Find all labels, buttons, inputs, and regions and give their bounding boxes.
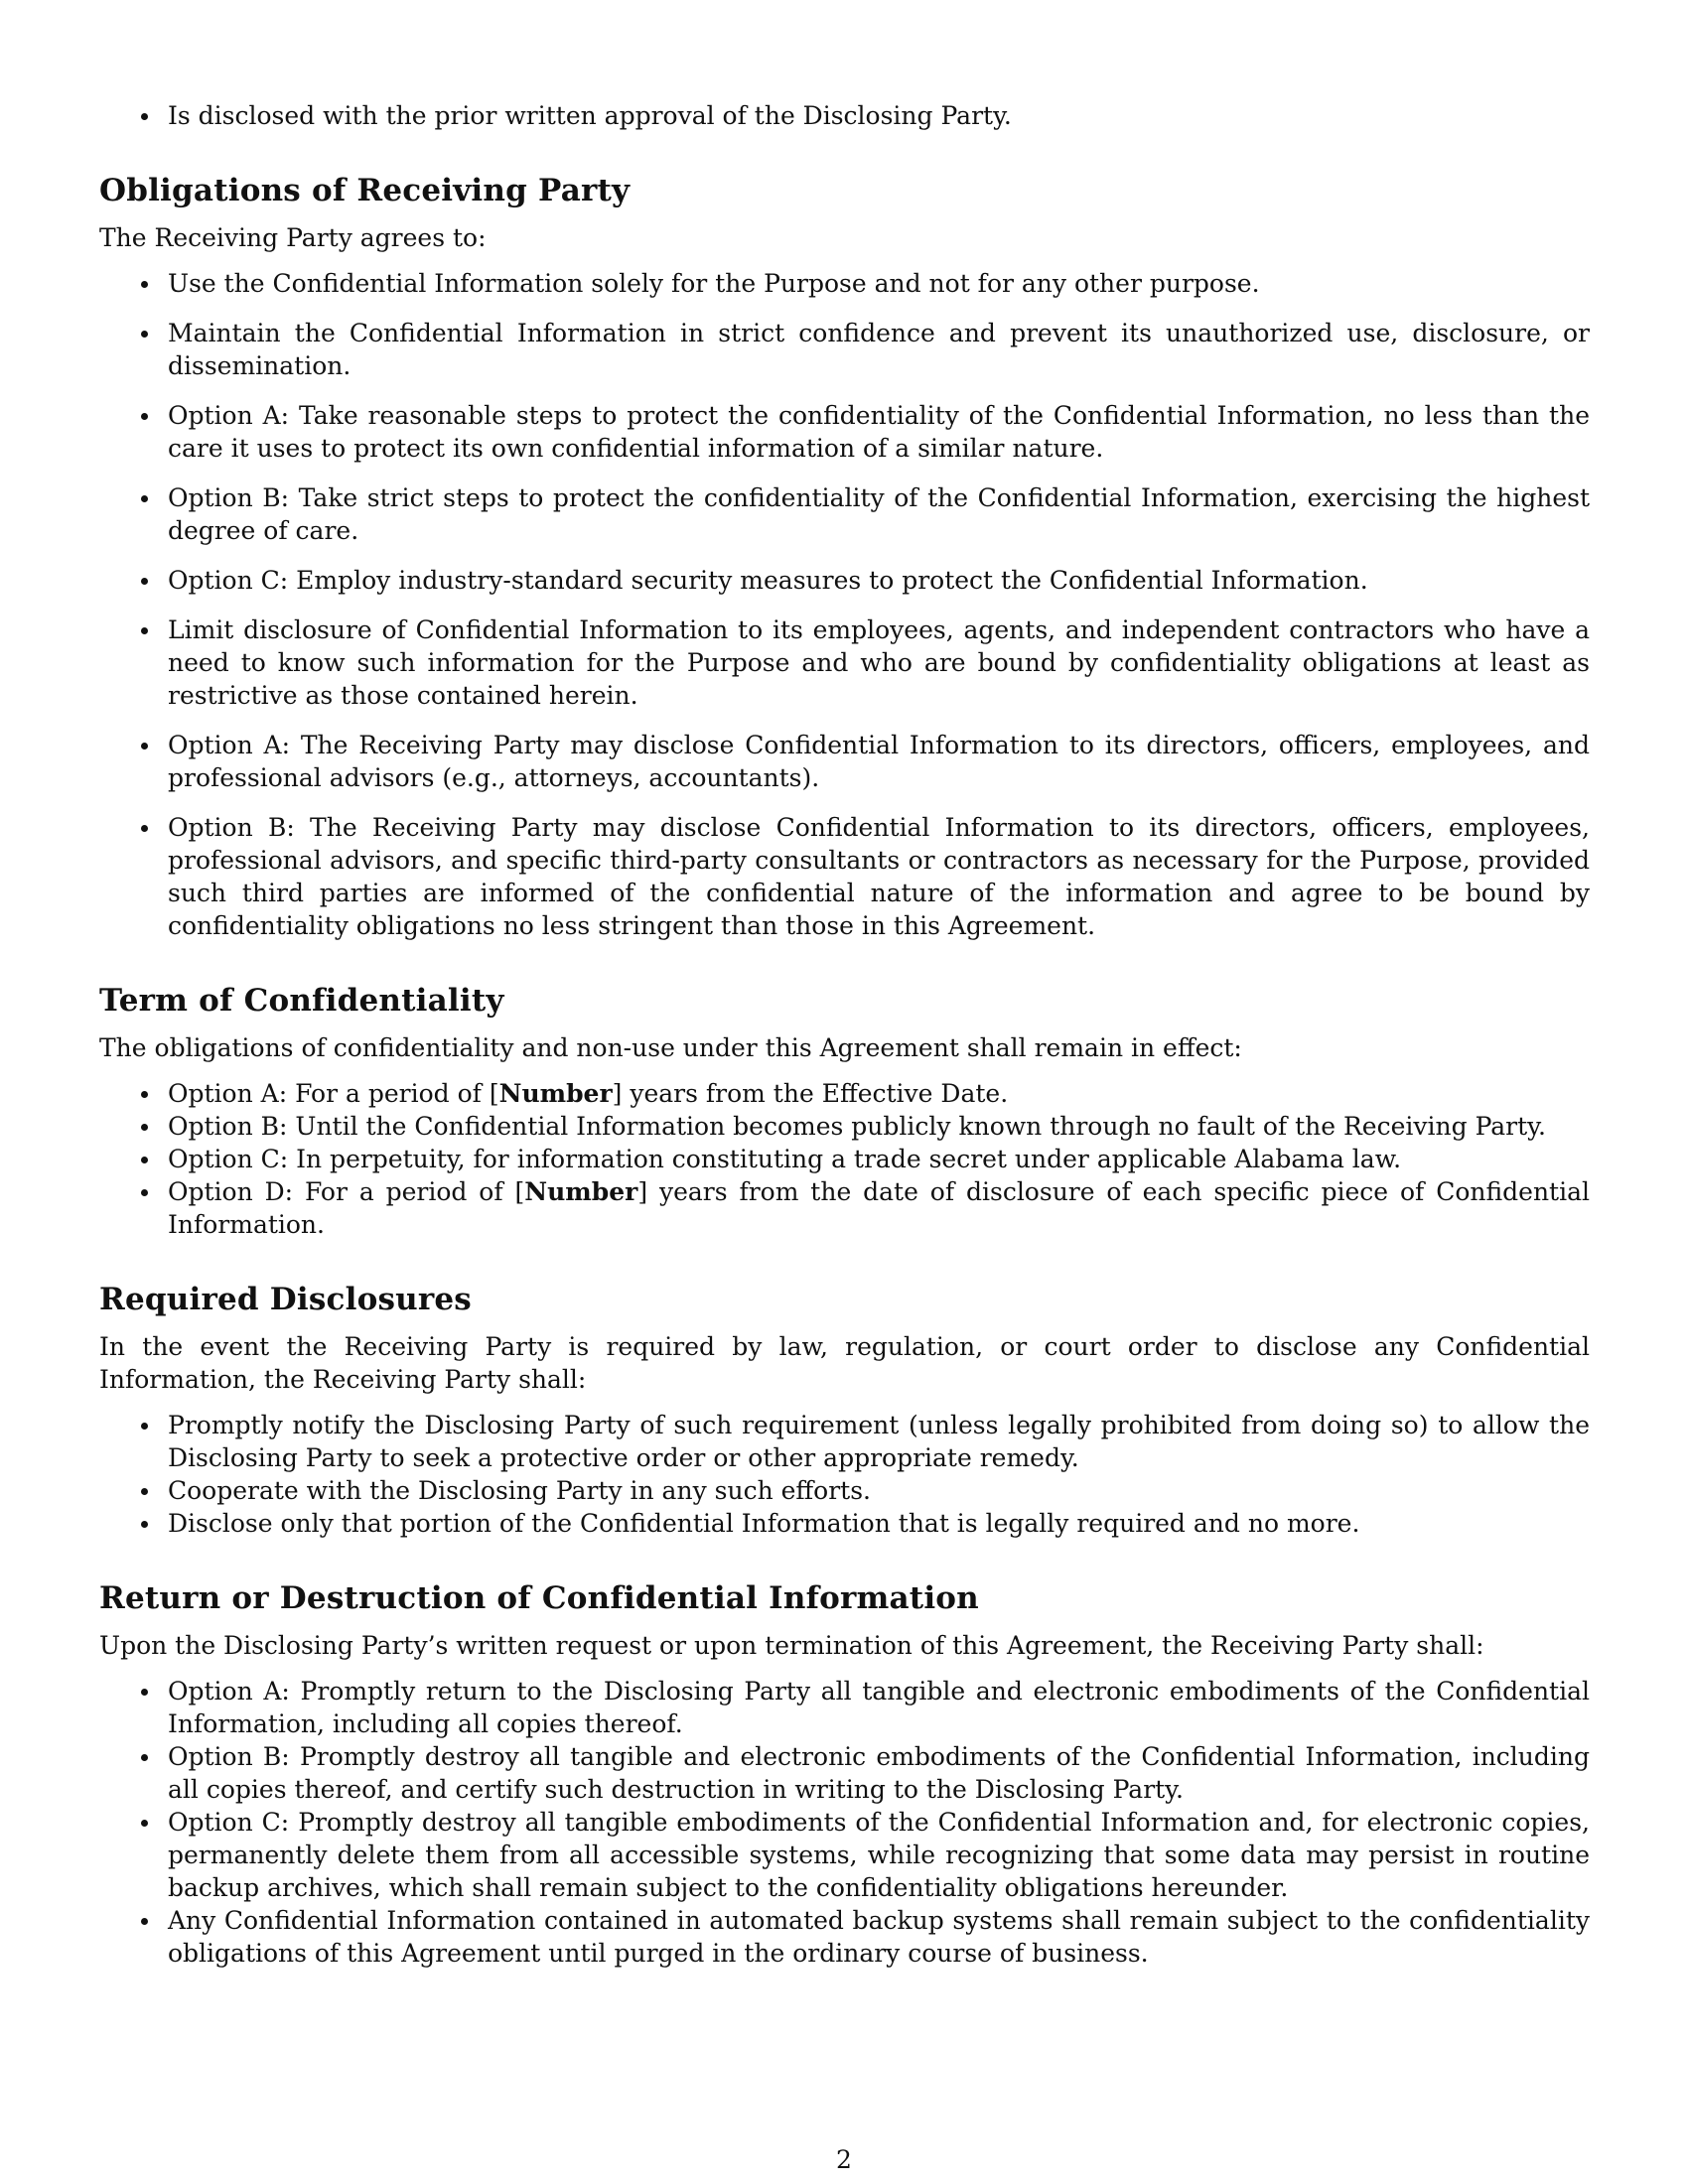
- intro-bullet-list: [99, 99, 1590, 132]
- item-text: Option A: For a period of [: [168, 1079, 499, 1108]
- list-item: Option B: The Receiving Party may disclose Confidential Information to its directors, officers, employees, professional advisors, and specific third-party consultants or contractors as necessary for the Purpose, provided such third parties are informed of the confidential nature of the information and agree to be bound by confidentiality obligations no less stringent than those in this Agreement.: [99, 811, 1590, 942]
- list-item: Option C: Employ industry-standard security measures to protect the Confidential Information.: [99, 564, 1590, 597]
- item-text: Option D: For a period of [: [168, 1177, 525, 1206]
- item-text: ] years from the date of disclosure of each specific piece of Confidential Information.: [168, 1177, 1590, 1239]
- required-bullet-list: [99, 1409, 1590, 1540]
- list-item: Cooperate with the Disclosing Party in any such efforts.: [99, 1474, 1590, 1507]
- obligations-bullet-list: [99, 267, 1590, 942]
- term-bullet-list: [99, 1077, 1590, 1241]
- page-number: 2: [836, 2145, 852, 2174]
- list-item: Option B: Take strict steps to protect the confidentiality of the Confidential Information, exercising the highest degree of care.: [99, 481, 1590, 547]
- item-text: ] years from the Effective Date.: [612, 1079, 1009, 1108]
- list-item: [99, 1175, 1590, 1241]
- section-heading-required-disclosures: Required Disclosures: [99, 1282, 472, 1317]
- section-heading-term: Term of Confidentiality: [99, 983, 504, 1019]
- list-item: Promptly notify the Disclosing Party of such requirement (unless legally prohibited from doing so) to allow the Disclosing Party to seek a protective order or other appropriate remedy.: [99, 1409, 1590, 1474]
- section-intro-term: The obligations of confidentiality and non-use under this Agreement shall remain in effect:: [99, 1033, 1242, 1062]
- section-intro-return-destruction: Upon the Disclosing Party’s written request or upon termination of this Agreement, the Receiving Party shall:: [99, 1631, 1484, 1660]
- return-bullet-list: [99, 1675, 1590, 1970]
- placeholder-number: Number: [524, 1177, 638, 1206]
- list-item: Option B: Promptly destroy all tangible and electronic embodiments of the Confidential Information, including all copies thereof, and certify such destruction in writing to the Disclosing Party.: [99, 1740, 1590, 1806]
- list-item: Option B: Until the Confidential Information becomes publicly known through no fault of the Receiving Party.: [99, 1110, 1590, 1143]
- section-intro-required-disclosures: In the event the Receiving Party is required by law, regulation, or court order to disclose any Confidential Information, the Receiving Party shall:: [99, 1332, 1590, 1394]
- list-item: Option A: Promptly return to the Disclosing Party all tangible and electronic embodiments of the Confidential Information, including all copies thereof.: [99, 1675, 1590, 1740]
- list-item: Limit disclosure of Confidential Information to its employees, agents, and independent contractors who have a need to know such information for the Purpose and who are bound by confidentiality obligations at least as restrictive as those contained herein.: [99, 614, 1590, 712]
- section-heading-obligations: Obligations of Receiving Party: [99, 173, 631, 208]
- list-item: Any Confidential Information contained in automated backup systems shall remain subject to the confidentiality obligations of this Agreement until purged in the ordinary course of business.: [99, 1904, 1590, 1970]
- list-item: Maintain the Confidential Information in strict confidence and prevent its unauthorized use, disclosure, or dissemination.: [99, 317, 1590, 382]
- section-intro-obligations: The Receiving Party agrees to:: [99, 223, 487, 252]
- placeholder-number: Number: [498, 1079, 613, 1108]
- list-item: Use the Confidential Information solely for the Purpose and not for any other purpose.: [99, 267, 1590, 300]
- list-item: Option C: In perpetuity, for information constituting a trade secret under applicable Alabama law.: [99, 1143, 1590, 1175]
- list-item: Is disclosed with the prior written approval of the Disclosing Party.: [99, 99, 1590, 132]
- list-item: [99, 1077, 1590, 1110]
- list-item: Option A: Take reasonable steps to protect the confidentiality of the Confidential Information, no less than the care it uses to protect its own confidential information of a similar nature.: [99, 399, 1590, 465]
- section-heading-return-destruction: Return or Destruction of Confidential Information: [99, 1580, 979, 1616]
- list-item: Option C: Promptly destroy all tangible embodiments of the Confidential Information and, for electronic copies, permanently delete them from all accessible systems, while recognizing that some data may persist in routine backup archives, which shall remain subject to the confidentiality obligations hereunder.: [99, 1806, 1590, 1904]
- list-item: Disclose only that portion of the Confidential Information that is legally required and no more.: [99, 1507, 1590, 1540]
- list-item: Option A: The Receiving Party may disclose Confidential Information to its directors, officers, employees, and professional advisors (e.g., attorneys, accountants).: [99, 729, 1590, 794]
